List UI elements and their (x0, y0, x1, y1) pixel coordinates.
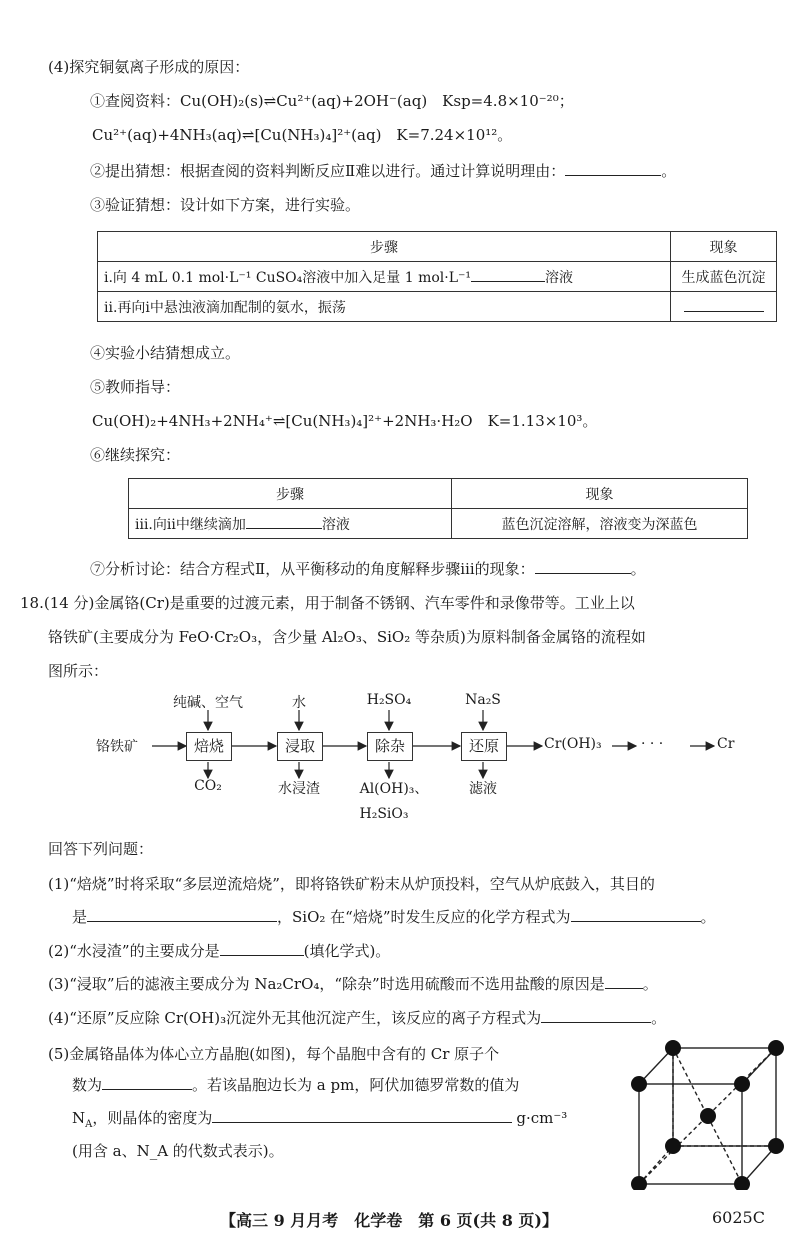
flow-input-purify: H₂SO₄ (366, 692, 412, 708)
atom (665, 1138, 681, 1154)
flow-input-reduce: Na₂S (465, 692, 501, 708)
p3 (48, 973, 658, 995)
p1-line2-a: 是 (72, 908, 88, 926)
p1-line2-b: ，SiO₂ 在“焙烧”时发生反应的化学方程式为 (277, 908, 571, 926)
flow-step-reduce: 还原 (461, 732, 507, 761)
flow-input-leach: 水 (292, 695, 306, 711)
step2-text: ②提出猜想：根据查阅的资料判断反应Ⅱ难以进行。通过计算说明理由： (90, 162, 566, 180)
table1-header-result: 现象 (671, 232, 777, 262)
p2 (48, 940, 390, 962)
table2-row1-step-text: ⅲ.向ⅱ中继续滴加 (135, 516, 246, 533)
step3: ③验证猜想：设计如下方案，进行实验。 (90, 196, 361, 214)
table1-row2-step: ⅱ.再向ⅰ中悬浊液滴加配制的氨水，振荡 (98, 292, 671, 322)
p5-line2 (72, 1074, 519, 1096)
step7-text: ⑦分析讨论：结合方程式Ⅱ，从平衡移动的角度解释步骤ⅲ的现象： (90, 560, 535, 578)
p5-line3-sub: A (85, 1119, 93, 1130)
p5-line3-unit: g·cm⁻³ (516, 1109, 568, 1127)
step6: ⑥继续探究： (90, 446, 181, 464)
answer-blank[interactable] (220, 941, 304, 956)
answer-blank[interactable] (605, 974, 643, 989)
flow-input-roast: 纯碱、空气 (173, 695, 243, 711)
p5-line2-a: 数为 (72, 1076, 103, 1094)
table2-row1-result: 蓝色沉淀溶解，溶液变为深蓝色 (452, 509, 748, 539)
p1-line2-end: 。 (700, 908, 716, 926)
p1-line2 (72, 906, 716, 928)
step7-end: 。 (630, 560, 646, 578)
step1-line1: ①查阅资料：Cu(OH)₂(s)⇌Cu²⁺(aq)+2OH⁻(aq) Ksp=4.8×10⁻²⁰； (90, 92, 574, 110)
flow-step-roast: 焙烧 (186, 732, 232, 761)
p2-b: (填化学式)。 (303, 942, 391, 960)
p5-line3-b: ，则晶体的密度为 (92, 1109, 213, 1127)
page-code: 6025C (712, 1208, 765, 1227)
flow-step-purify: 除杂 (367, 732, 413, 761)
flow-output-purify-extra: H₂SiO₃ (359, 806, 409, 822)
page-footer: 【高三 9 月月考 化学卷 第 6 页(共 8 页)】 (220, 1211, 558, 1230)
q18-intro-line2: 铬铁矿(主要成分为 FeO·Cr₂O₃，含少量 Al₂O₃、SiO₂ 等杂质)为原料制备金属铬的流程如 (48, 628, 646, 646)
table1-row1-result: 生成蓝色沉淀 (671, 262, 777, 292)
flow-output-purify: Al(OH)₃、 (359, 781, 429, 797)
atom (768, 1040, 784, 1056)
p5-line4: (用含 a、N_A 的代数式表示)。 (72, 1142, 284, 1160)
flow-output-leach: 水浸渣 (278, 781, 320, 797)
flow-dots: · · · (641, 736, 664, 752)
p4 (48, 1007, 666, 1029)
step2-end: 。 (661, 162, 677, 180)
flow-output-reduce: 滤液 (469, 781, 497, 797)
step5: ⑤教师指导： (90, 378, 181, 396)
p5-line2-b: 。若该晶胞边长为 a pm，阿伏加德罗常数的值为 (192, 1076, 520, 1094)
bcc-unit-cell-figure (625, 1030, 790, 1190)
p3-end: 。 (642, 975, 658, 993)
answer-blank[interactable] (571, 907, 701, 922)
flow-step-leach: 浸取 (277, 732, 323, 761)
answer-blank[interactable] (87, 907, 277, 922)
atom-body-center (700, 1108, 716, 1124)
p4-a: (4)“还原”反应除 Cr(OH)₃沉淀外无其他沉淀产生，该反应的离子方程式为 (48, 1009, 542, 1027)
answer-prompt: 回答下列问题： (48, 840, 154, 858)
table2-row1-step-tail: 溶液 (321, 516, 350, 533)
p5-line3 (72, 1107, 567, 1136)
p3-a: (3)“浸取”后的滤液主要成分为 Na₂CrO₄，“除杂”时选用硫酸而不选用盐酸的原因是 (48, 975, 605, 993)
p5-line1: (5)金属铬晶体为体心立方晶胞(如图)，每个晶胞中含有的 Cr 原子个 (48, 1045, 500, 1063)
q18-intro-line3: 图所示： (48, 662, 109, 680)
p2-a: (2)“水浸渣”的主要成分是 (48, 942, 220, 960)
atom (665, 1040, 681, 1056)
atom (631, 1076, 647, 1092)
table1-header-step: 步骤 (98, 232, 671, 262)
flow-after: Cr(OH)₃ (544, 736, 602, 752)
answer-blank[interactable] (541, 1008, 651, 1023)
p5-line3-n: N (72, 1109, 86, 1127)
answer-blank[interactable] (102, 1075, 192, 1090)
flow-start: 铬铁矿 (96, 739, 138, 755)
flow-end: Cr (717, 736, 735, 752)
answer-blank[interactable] (212, 1108, 512, 1123)
p1-line1: (1)“焙烧”时将采取“多层逆流焙烧”，即将铬铁矿粉末从炉顶投料，空气从炉底鼓入，其目的 (48, 875, 655, 893)
step5-equation: Cu(OH)₂+4NH₃+2NH₄⁺⇌[Cu(NH₃)₄]²⁺+2NH₃·H₂O K=1.13×10³。 (92, 412, 598, 430)
atom (768, 1138, 784, 1154)
step1-line2: Cu²⁺(aq)+4NH₃(aq)⇌[Cu(NH₃)₄]²⁺(aq) K=7.24×10¹²。 (92, 126, 513, 144)
p4-end: 。 (651, 1009, 667, 1027)
atom (734, 1076, 750, 1092)
table2-header-result: 现象 (452, 479, 748, 509)
table1-row1-step-tail: 溶液 (545, 269, 574, 286)
flow-output-roast: CO₂ (194, 778, 222, 794)
table2-header-step: 步骤 (129, 479, 452, 509)
q18-intro-line1: 18.(14 分)金属铬(Cr)是重要的过渡元素，用于制备不锈钢、汽车零件和录像带等。工业上以 (20, 594, 635, 612)
part4-title: (4)探究铜氨离子形成的原因： (48, 58, 250, 76)
table1-row1-step-text: ⅰ.向 4 mL 0.1 mol·L⁻¹ CuSO₄溶液中加入足量 1 mol·L⁻¹ (104, 269, 472, 286)
step4: ④实验小结猜想成立。 (90, 344, 241, 362)
